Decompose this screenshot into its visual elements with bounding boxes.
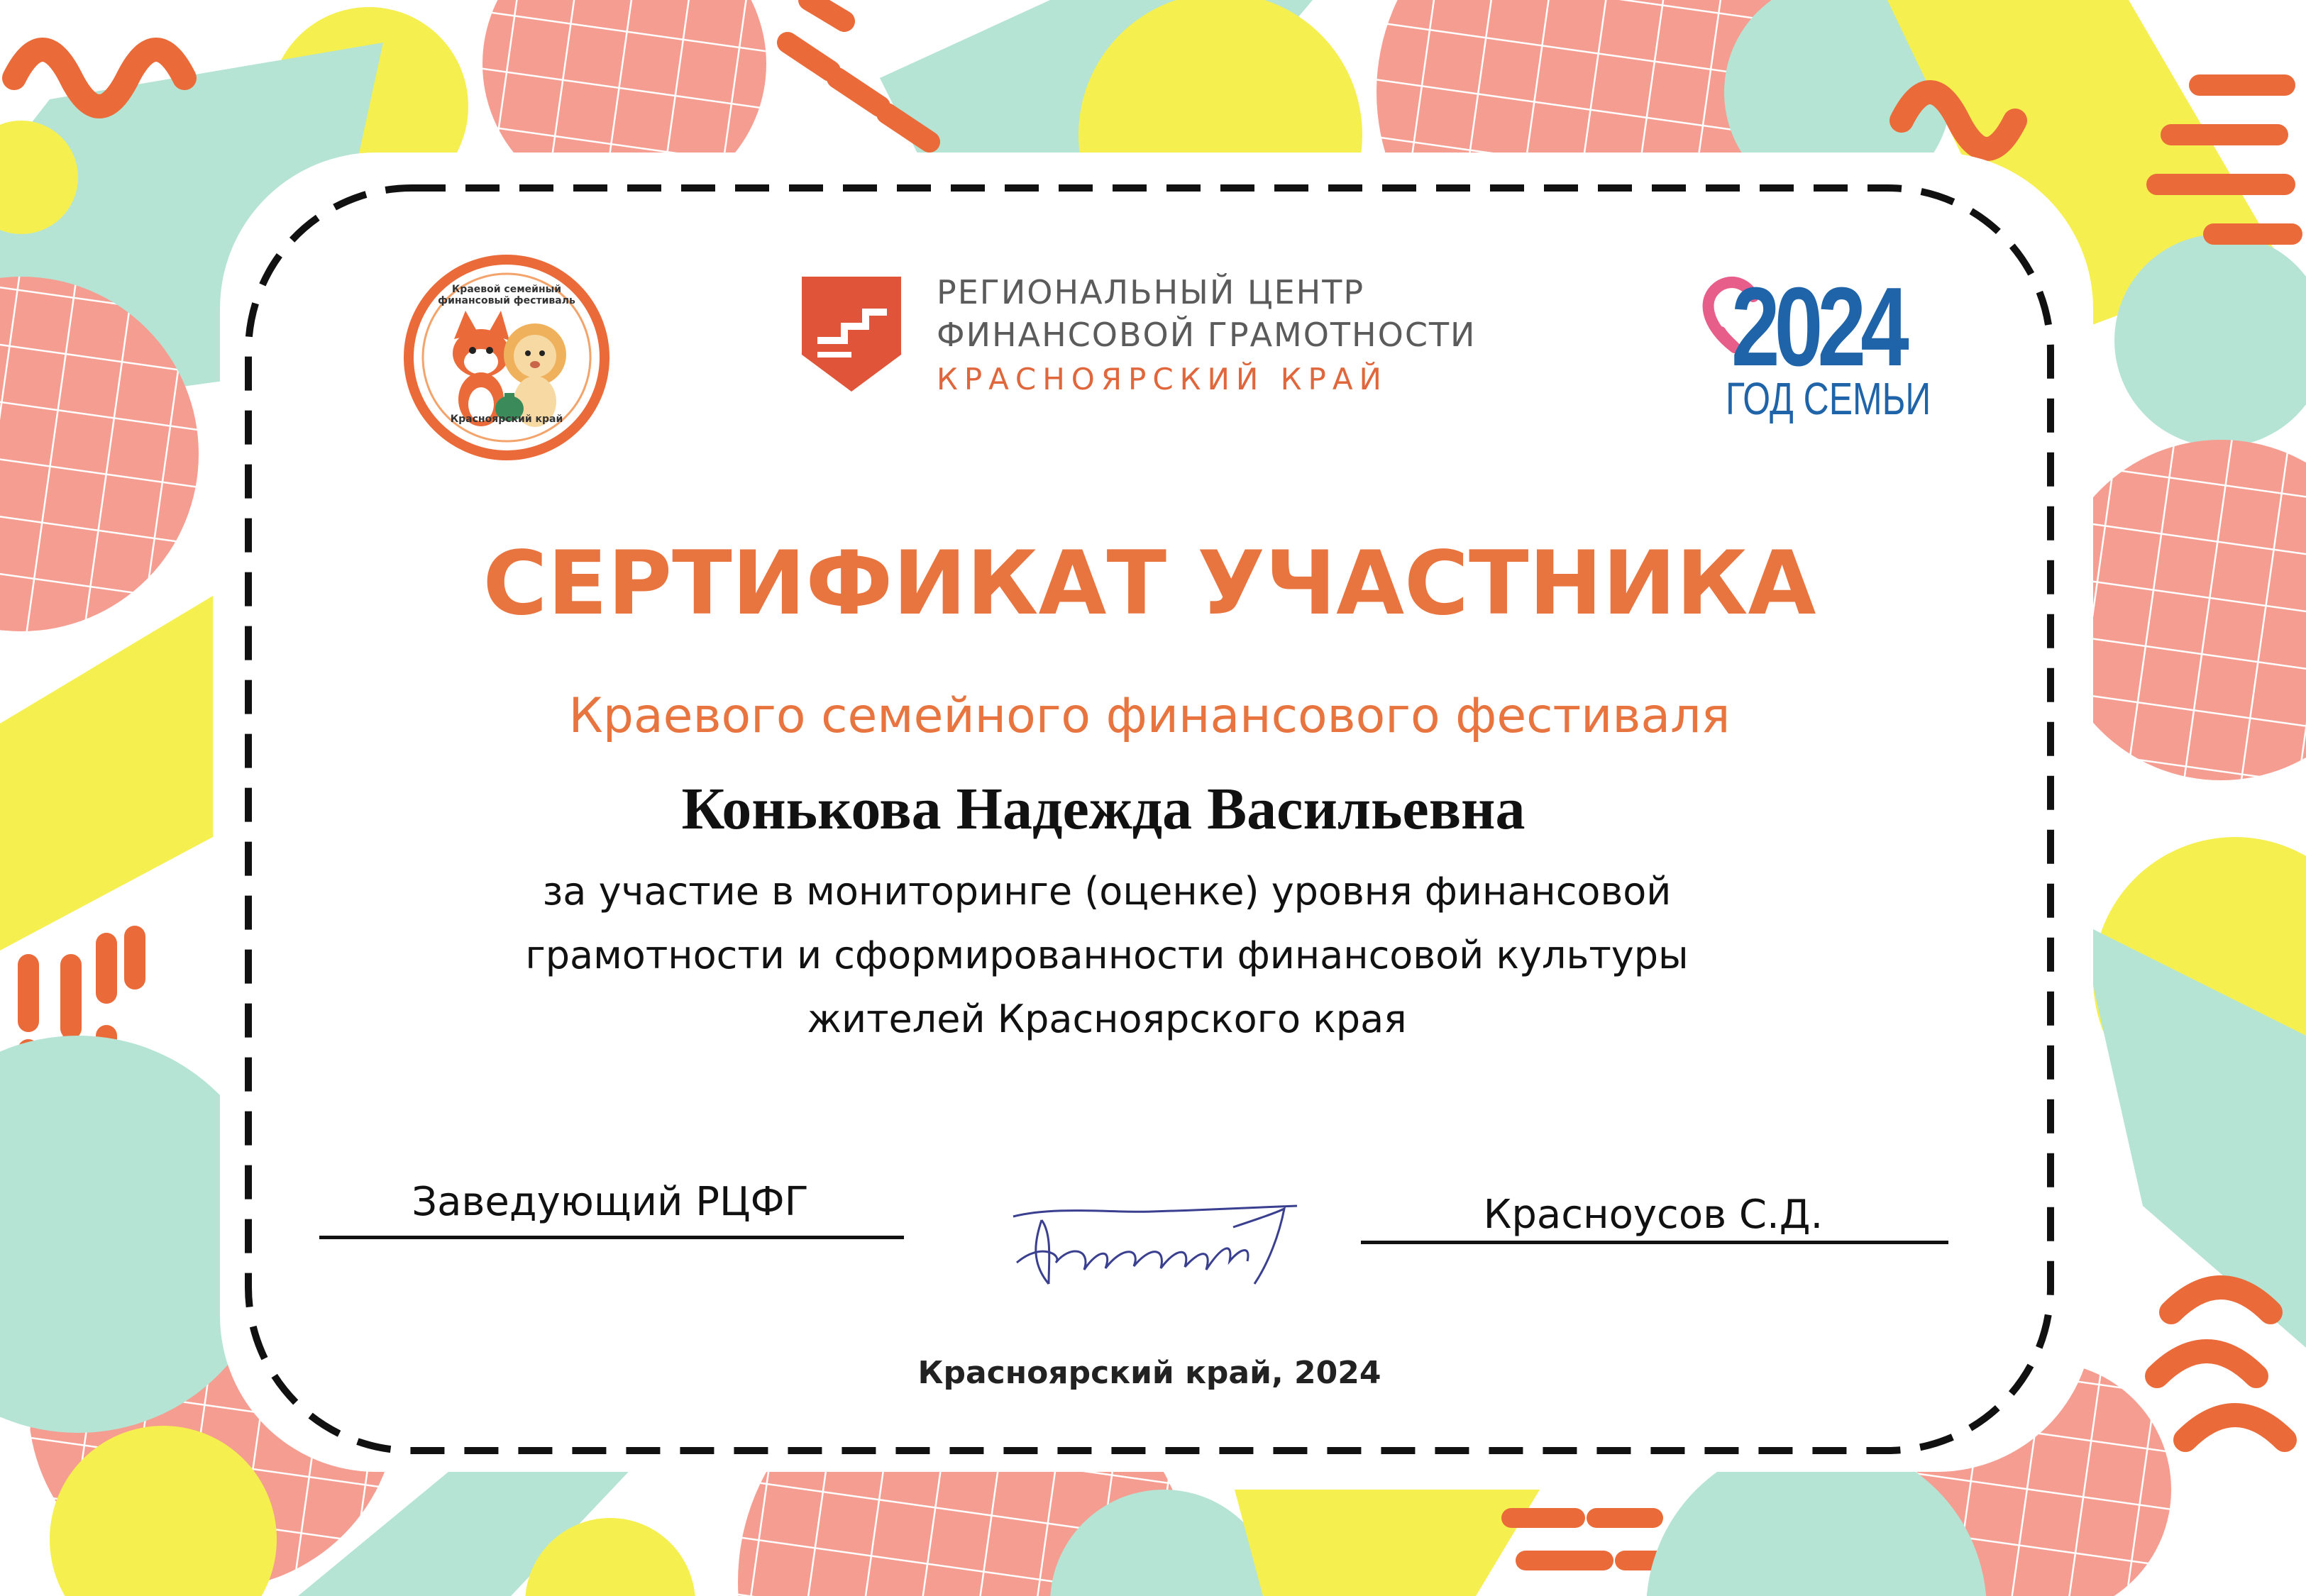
- reason-line-1: за участие в мониторинге (оценке) уровня финансовой: [542, 869, 1672, 914]
- year-caption: ГОД СЕМЬИ: [1726, 373, 1931, 424]
- certificate-title: СЕРТИФИКАТ УЧАСТНИКА: [482, 533, 1816, 635]
- reason-line-3: жителей Красноярского края: [807, 997, 1407, 1041]
- name-underline: [1361, 1241, 1948, 1244]
- center-region-line: КРАСНОЯРСКИЙ КРАЙ: [937, 362, 1388, 397]
- festival-logo-line1: Краевой семейный: [451, 284, 562, 295]
- handwritten-signature: [999, 1177, 1304, 1305]
- footer-place-year: Красноярский край, 2024: [917, 1355, 1381, 1391]
- festival-logo-bottom: Красноярский край: [450, 414, 563, 425]
- role-underline: [319, 1236, 904, 1239]
- year-number: 2024: [1731, 265, 1904, 389]
- recipient-name: Конькова Надежда Васильевна: [681, 776, 1526, 842]
- certificate-subtitle: Краевого семейного финансового фестиваля: [568, 688, 1731, 744]
- center-shield-logo: [802, 277, 901, 392]
- signatory-name: Красноусов С.Д.: [1483, 1192, 1824, 1238]
- festival-logo-line2: финансовый фестиваль: [438, 295, 575, 306]
- center-name-line2: ФИНАНСОВОЙ ГРАМОТНОСТИ: [937, 316, 1477, 354]
- signatory-role: Заведующий РЦФГ: [412, 1179, 809, 1225]
- reason-line-2: грамотности и сформированности финансовой культуры: [525, 933, 1689, 977]
- center-name-line1: РЕГИОНАЛЬНЫЙ ЦЕНТР: [937, 273, 1365, 311]
- festival-logo-text: [403, 284, 610, 306]
